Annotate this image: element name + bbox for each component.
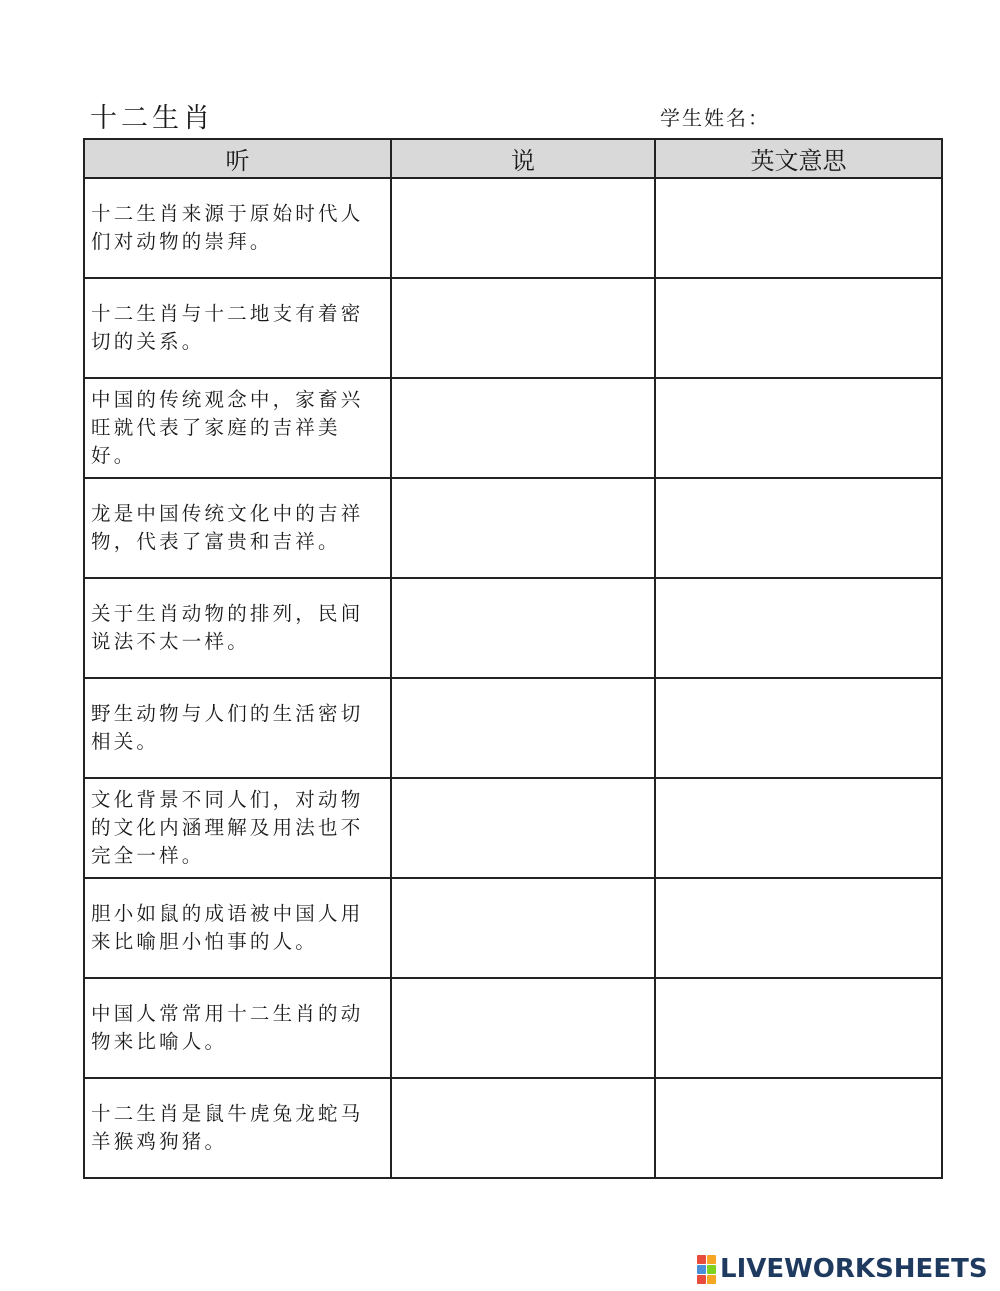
- liveworksheets-logo-icon: [697, 1255, 716, 1284]
- english-meaning-answer-cell[interactable]: [655, 378, 942, 478]
- listen-sentence: 十二生肖来源于原始时代人们对动物的崇拜。: [91, 202, 364, 253]
- column-header-listen: 听: [84, 139, 391, 178]
- speak-answer-cell[interactable]: [391, 978, 655, 1078]
- english-meaning-answer-cell[interactable]: [655, 778, 942, 878]
- logo-block: [707, 1255, 716, 1264]
- speak-answer-cell[interactable]: [391, 278, 655, 378]
- header-row: [84, 139, 942, 178]
- logo-block: [707, 1275, 716, 1284]
- logo-block: [697, 1265, 706, 1274]
- table-row: [84, 478, 942, 578]
- listen-cell: [84, 1078, 391, 1178]
- listen-cell: [84, 178, 391, 278]
- student-name-label: 学生姓名：: [660, 106, 770, 130]
- listen-cell: [84, 678, 391, 778]
- table-row: [84, 1078, 942, 1178]
- table-row: [84, 378, 942, 478]
- english-meaning-answer-cell[interactable]: [655, 1078, 942, 1178]
- english-meaning-answer-cell[interactable]: [655, 578, 942, 678]
- english-meaning-answer-cell[interactable]: [655, 478, 942, 578]
- worksheet-table: [83, 138, 943, 1179]
- listen-sentence: 野生动物与人们的生活密切相关。: [91, 702, 364, 753]
- table-row: [84, 178, 942, 278]
- brand-text: LIVEWORKSHEETS: [720, 1254, 988, 1284]
- listen-cell: [84, 578, 391, 678]
- speak-answer-cell[interactable]: [391, 1078, 655, 1178]
- listen-sentence: 关于生肖动物的排列，民间说法不太一样。: [91, 602, 364, 653]
- page-title: 十二生肖: [90, 103, 214, 134]
- speak-answer-cell[interactable]: [391, 378, 655, 478]
- listen-sentence: 胆小如鼠的成语被中国人用来比喻胆小怕事的人。: [91, 902, 364, 953]
- listen-cell: [84, 378, 391, 478]
- logo-block: [707, 1265, 716, 1274]
- table-row: [84, 778, 942, 878]
- table-row: [84, 978, 942, 1078]
- english-meaning-answer-cell[interactable]: [655, 178, 942, 278]
- speak-answer-cell[interactable]: [391, 878, 655, 978]
- listen-cell: [84, 778, 391, 878]
- table-row: [84, 878, 942, 978]
- listen-cell: [84, 878, 391, 978]
- listen-sentence: 十二生肖是鼠牛虎兔龙蛇马羊猴鸡狗猪。: [91, 1102, 364, 1153]
- liveworksheets-brand: [697, 1254, 988, 1284]
- logo-block: [697, 1255, 706, 1264]
- column-header-speak: 说: [391, 139, 655, 178]
- table-row: [84, 678, 942, 778]
- speak-answer-cell[interactable]: [391, 178, 655, 278]
- listen-cell: [84, 478, 391, 578]
- listen-sentence: 文化背景不同人们，对动物的文化内涵理解及用法也不完全一样。: [91, 788, 364, 867]
- listen-sentence: 中国人常常用十二生肖的动物来比喻人。: [91, 1002, 364, 1053]
- logo-block: [697, 1275, 706, 1284]
- listen-cell: [84, 978, 391, 1078]
- english-meaning-answer-cell[interactable]: [655, 878, 942, 978]
- english-meaning-answer-cell[interactable]: [655, 278, 942, 378]
- speak-answer-cell[interactable]: [391, 478, 655, 578]
- speak-answer-cell[interactable]: [391, 678, 655, 778]
- column-header-english-meaning: 英文意思: [655, 139, 942, 178]
- listen-sentence: 龙是中国传统文化中的吉祥物，代表了富贵和吉祥。: [91, 502, 364, 553]
- table-row: [84, 578, 942, 678]
- table-row: [84, 278, 942, 378]
- listen-sentence: 十二生肖与十二地支有着密切的关系。: [91, 302, 364, 353]
- listen-cell: [84, 278, 391, 378]
- speak-answer-cell[interactable]: [391, 778, 655, 878]
- speak-answer-cell[interactable]: [391, 578, 655, 678]
- english-meaning-answer-cell[interactable]: [655, 678, 942, 778]
- english-meaning-answer-cell[interactable]: [655, 978, 942, 1078]
- listen-sentence: 中国的传统观念中，家畜兴旺就代表了家庭的吉祥美好。: [91, 388, 364, 467]
